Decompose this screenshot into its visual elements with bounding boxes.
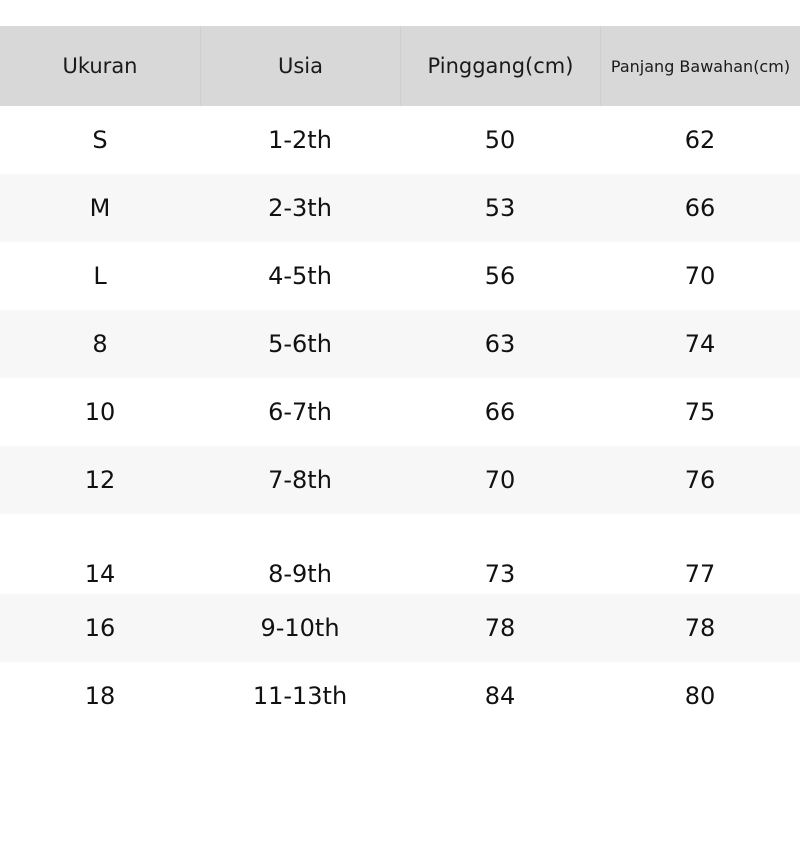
cell-bottom-length: 74 (684, 330, 716, 358)
cell-waist: 73 (484, 560, 516, 588)
table-row (0, 242, 800, 310)
cell-waist: 70 (484, 466, 516, 494)
cell-age: 9-10th (260, 614, 340, 642)
table-row (0, 662, 800, 730)
cell-waist: 63 (484, 330, 516, 358)
cell-size: 8 (92, 330, 108, 358)
cell-waist: 56 (484, 262, 516, 290)
table-row (0, 514, 800, 594)
cell-bottom-length: 62 (684, 126, 716, 154)
cell-bottom-length: 76 (684, 466, 716, 494)
cell-waist: 66 (484, 398, 516, 426)
size-chart-table (0, 26, 800, 710)
header-age: Usia (200, 26, 400, 106)
table-header-row (0, 26, 800, 106)
cell-size: S (92, 126, 108, 154)
cell-size: 10 (84, 398, 116, 426)
table-row (0, 446, 800, 514)
cell-waist: 50 (484, 126, 516, 154)
cell-bottom-length: 78 (684, 614, 716, 642)
cell-waist: 53 (484, 194, 516, 222)
cell-size: M (89, 194, 111, 222)
cell-bottom-length: 77 (684, 560, 716, 588)
cell-bottom-length: 70 (684, 262, 716, 290)
cell-age: 11-13th (252, 682, 348, 710)
cell-size: L (93, 262, 107, 290)
cell-age: 4-5th (268, 262, 332, 290)
table-row (0, 174, 800, 242)
cell-age: 6-7th (268, 398, 332, 426)
table-row (0, 310, 800, 378)
cell-size: 12 (84, 466, 116, 494)
cell-age: 1-2th (268, 126, 332, 154)
cell-age: 5-6th (268, 330, 332, 358)
cell-bottom-length: 66 (684, 194, 716, 222)
cell-waist: 78 (484, 614, 516, 642)
header-size: Ukuran (62, 54, 138, 78)
cell-size: 16 (84, 614, 116, 642)
cell-age: 7-8th (268, 466, 332, 494)
cell-size: 18 (84, 682, 116, 710)
table-row (0, 106, 800, 174)
table-row (0, 594, 800, 662)
cell-waist: 84 (484, 682, 516, 710)
cell-bottom-length: 80 (684, 682, 716, 710)
header-bottom-length: Panjang Bawahan(cm) (600, 26, 800, 106)
cell-age: 2-3th (268, 194, 332, 222)
table-row (0, 378, 800, 446)
cell-age: 8-9th (268, 560, 332, 588)
cell-bottom-length: 75 (684, 398, 716, 426)
header-waist: Pinggang(cm) (400, 26, 600, 106)
cell-size: 14 (84, 560, 116, 588)
